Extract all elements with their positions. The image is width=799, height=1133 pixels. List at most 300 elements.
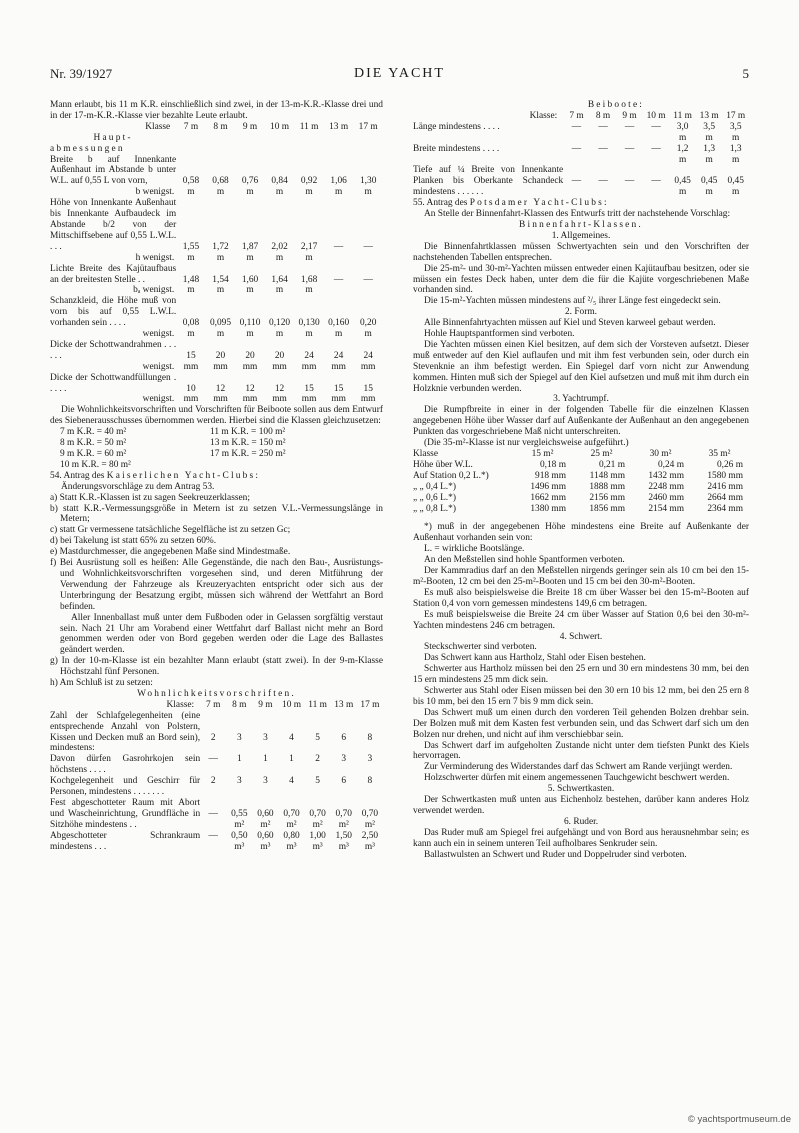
cell-unit (331, 787, 357, 798)
rumpf-header-class: 25 m² (590, 449, 613, 459)
cell-unit (590, 187, 617, 198)
cell-unit: m (187, 252, 195, 263)
cell-unit: m (364, 329, 372, 340)
paragraph: Hohle Hauptspantformen sind verboten. (424, 329, 575, 340)
equivalence-row (60, 449, 360, 460)
cell-unit (305, 787, 331, 798)
header-class: 9 m (242, 121, 258, 132)
table-row (413, 165, 749, 198)
section-1-body (413, 242, 749, 307)
cell-value: 15 (304, 383, 314, 394)
table-cell (265, 340, 295, 373)
cell-unit: mm (213, 394, 228, 405)
group-label-abmessungen: abmessungen (50, 143, 125, 154)
table-row (50, 831, 383, 853)
table-cell (324, 198, 354, 263)
table-row (50, 373, 383, 406)
cell-unit (278, 787, 304, 798)
rumpf-cell: 0,26 m (716, 459, 743, 470)
table-cell (331, 831, 357, 853)
table-cell (357, 831, 383, 853)
cell-unit: m (334, 187, 343, 198)
cell-value: 1,64 (271, 274, 288, 285)
table-cell (294, 373, 324, 406)
row-label-text: Dicke der Schottwandrahmen . . . . . . (50, 339, 177, 361)
cell-value: — (598, 176, 608, 187)
cell-value: 0,120 (269, 318, 291, 329)
cell-unit: m (275, 329, 284, 340)
cell-unit: mm (331, 394, 346, 405)
section-3-paragraph: Die Rumpfbreite in einer in der folgenden Tabelle für die einzelnen Klassen angegebenen Höhe über Wasser darf auf Außenkante der Außenhaut an den angegebenen Punkten das vorgeschriebene Maß nicht unterschreiten. (413, 405, 749, 438)
cell-value: 1,3 (729, 143, 742, 154)
rumpf-header-class: 15 m² (531, 449, 554, 459)
header-class: 7 m (183, 121, 199, 132)
cell-value: 1 (263, 754, 268, 765)
paragraph: Der Kammradius darf an den Meßstellen nirgends geringer sein als 10 cm bei den 15-m²-Booten, 12 cm bei den 25-m²-Booten und 15 cm bei den 30-m²-Booten. (413, 566, 749, 587)
table-cell (235, 340, 265, 373)
row-label-text: Lichte Breite des Kajütaufbaus an der breitesten Stelle . . (50, 263, 177, 285)
row-label-text: Kochgelegenheit und Geschirr für Personen, mindestens . . . . . . . (50, 776, 201, 798)
cell-value: 3 (341, 754, 347, 765)
cell-unit (331, 765, 357, 776)
cell-value: 3,5 (729, 121, 742, 132)
table-cell (226, 711, 252, 755)
cell-value: 6 (341, 732, 347, 743)
cell-value: 24 (363, 350, 373, 361)
table-cell (252, 831, 278, 853)
amendment-item: e) Mastdurchmesser, die angegebenen Maße sind Mindestmaße. (50, 547, 291, 558)
row-label (50, 340, 176, 373)
table-header-row (50, 122, 383, 133)
table-cell (643, 144, 670, 166)
table-cell (265, 296, 295, 340)
intro-paragraph: Mann erlaubt, bis 11 m K.R. einschließlich sind zwei, in der 13-m-K.R.-Klasse drei und in der 17-m-K.R.-Klasse vier bezahlte Leute erlaubt. (50, 100, 383, 121)
cell-unit (226, 787, 252, 798)
table-cell (235, 373, 265, 406)
cell-unit: m³ (338, 841, 349, 852)
row-label-sub: wenigst. (142, 394, 175, 405)
table-cell (305, 831, 331, 853)
cell-unit (305, 765, 331, 776)
watermark: © yachtsportmuseum.de (687, 1114, 791, 1125)
cell-value: 0,60 (257, 830, 274, 841)
cell-value: 12 (245, 383, 255, 394)
cell-unit (200, 842, 226, 853)
rumpf-cell: 1496 mm (530, 481, 566, 492)
cell-unit: mm (272, 361, 287, 372)
cell-value: 0,58 (182, 176, 200, 187)
header-class: 17 m (360, 699, 380, 710)
paragraph: Schwerter aus Stahl oder Eisen müssen bei den 30 ern 10 bis 12 mm, bei den 25 ern 8 bis 10 mm, bei den 15 ern 7 bis 9 mm dick sein. (413, 686, 749, 707)
rumpf-row (413, 460, 749, 471)
equivalence-cell: 13 m K.R. = 150 m² (210, 438, 286, 449)
antrag-55-number: 55. Antrag des (413, 198, 468, 209)
header-class: 17 m (726, 110, 746, 121)
equivalence-cell (210, 460, 360, 471)
cell-unit: m (246, 187, 254, 198)
amendment-list-continued (50, 656, 383, 689)
header-class: 10 m (646, 110, 666, 121)
cell-value: 3 (367, 754, 373, 765)
cell-unit: mm (183, 394, 199, 405)
cell-value: 1,60 (241, 274, 259, 285)
cell-unit: m² (312, 819, 323, 830)
cell-value: — (571, 121, 582, 132)
table-cell (235, 296, 265, 340)
cell-unit: mm (360, 394, 376, 405)
table-row (50, 264, 383, 297)
wohnlichkeit-table (50, 700, 383, 853)
table-cell (265, 264, 295, 297)
table-header-row (413, 111, 749, 122)
cell-unit (278, 743, 304, 754)
rumpf-cell: 2364 mm (707, 503, 743, 514)
cell-value: 0,130 (298, 318, 320, 329)
cell-value: 2,02 (271, 241, 288, 252)
header-class: 9 m (258, 699, 273, 710)
table-cell (294, 198, 324, 263)
table-cell (226, 831, 252, 853)
cell-unit: m (275, 252, 284, 263)
section-5-heading: 5. Schwertkasten. (547, 784, 615, 795)
cell-unit: m (275, 285, 284, 296)
antrag-55-club: Potsdamer Yacht-Clubs: (469, 198, 609, 209)
row-label (50, 754, 200, 776)
cell-unit: m (216, 285, 225, 296)
cell-unit (200, 820, 226, 831)
cell-unit (357, 765, 383, 776)
table-cell (200, 711, 226, 755)
rumpf-row-label: „ „ 0,8 L.*) (413, 503, 456, 514)
cell-value: — (624, 143, 635, 154)
cell-value: 3 (236, 776, 242, 787)
cell-unit (200, 743, 226, 754)
paragraph: Die 15-m²-Yachten müssen mindestens auf ²/₅ ihrer Länge fest eingedeckt sein. (424, 296, 721, 307)
cell-value: — (363, 241, 373, 252)
table-group-row (50, 133, 383, 144)
cell-unit: m (678, 132, 687, 143)
cell-unit: m² (364, 819, 375, 830)
cell-unit (324, 285, 354, 296)
cell-value: 1,72 (212, 241, 229, 252)
rumpf-cell: 1148 mm (589, 470, 625, 481)
row-label (50, 776, 200, 798)
table-cell (696, 165, 723, 198)
row-label-sub: wenigst. (142, 361, 175, 372)
table-cell (563, 122, 590, 144)
cell-unit: m (187, 329, 195, 340)
antrag-54-club: Kaiserlichen Yacht-Clubs: (106, 470, 261, 481)
table-cell (206, 264, 236, 297)
table-cell (235, 155, 265, 199)
table-cell (353, 296, 383, 340)
table-cell (294, 264, 324, 297)
table-cell (206, 198, 236, 263)
cell-value: 2,17 (300, 241, 318, 252)
amendment-item: d) bei Takelung ist statt 65% zu setzen 60%. (50, 536, 217, 547)
amendment-item: c) statt Gr vermessene tatsächliche Segelfläche ist zu setzen Gc; (50, 525, 291, 536)
cell-unit (643, 187, 670, 198)
cell-value: 20 (274, 350, 285, 361)
cell-value: 0,60 (257, 808, 274, 819)
table-cell (331, 754, 357, 776)
table-cell (200, 754, 226, 776)
cell-unit: mm (331, 361, 346, 372)
cell-unit (252, 743, 278, 754)
table-cell (357, 754, 383, 776)
cell-unit: m (678, 187, 687, 198)
row-label (413, 144, 563, 166)
equivalence-cell: 9 m K.R. = 60 m² (60, 449, 127, 459)
cell-unit: m³ (364, 841, 375, 852)
table-cell (294, 296, 324, 340)
rumpf-cell: 918 mm (535, 470, 566, 481)
header-class: 8 m (213, 121, 228, 132)
table-cell (357, 776, 383, 798)
equivalence-row (60, 438, 360, 449)
section-6-heading: 6. Ruder. (563, 816, 599, 827)
cell-value: — (208, 808, 218, 819)
table-cell (643, 122, 670, 144)
table-cell (200, 776, 226, 798)
cell-value: 0,45 (727, 176, 744, 187)
cell-value: 0,50 (231, 830, 248, 841)
section-4-body (413, 642, 749, 784)
rumpf-cell: 1380 mm (530, 503, 566, 514)
row-label-text: Zahl der Schlafgelegenheiten (eine entsprechende Anzahl von Polstern, Kissen und Decken muß an Bord sein), mindestens: (50, 710, 201, 754)
paragraph: Holzschwerter dürfen mit einem angemessenen Tauchgewicht beschwert werden. (424, 773, 730, 784)
cell-unit (226, 765, 252, 776)
cell-value: 4 (289, 776, 294, 787)
beiboote-table (413, 111, 749, 198)
row-label-text: Fest abgeschotteter Raum mit Abort und Wascheinrichtung, Grundfläche in Sitzhöhe mindestens . . (50, 798, 201, 830)
rumpf-cell: 1432 mm (648, 470, 684, 481)
rumpf-cell: 1662 mm (530, 492, 566, 503)
cell-value: 1,3 (703, 143, 715, 154)
row-label (50, 155, 176, 199)
table-cell (353, 340, 383, 373)
header-class: 10 m (270, 121, 290, 132)
cell-value: 10 (186, 383, 196, 394)
paragraph: Das Schwert darf im aufgeholten Zustande nicht unter dem tiefsten Punkt des Kiels hervorragen. (413, 740, 749, 762)
header-class: 8 m (232, 699, 247, 710)
table-cell (176, 373, 206, 406)
rumpf-cell: 2248 mm (648, 481, 684, 492)
cell-unit (357, 787, 383, 798)
table-cell (252, 776, 278, 798)
header-class: 11 m (308, 699, 327, 710)
cell-value: 2 (210, 732, 216, 743)
row-label-text: Dicke der Schottwandfüllungen . . . . . (50, 372, 177, 394)
cell-value: 15 (186, 350, 196, 361)
cell-value: 0,45 (700, 176, 718, 187)
table-cell (252, 754, 278, 776)
section-2-heading: 2. Form. (564, 307, 598, 318)
cell-value: — (651, 176, 661, 187)
rumpf-cell: 2154 mm (648, 503, 684, 514)
cell-value: — (208, 830, 218, 841)
cell-value: — (651, 121, 661, 132)
header-class: 13 m (699, 110, 719, 121)
cell-value: — (363, 274, 373, 285)
cell-unit (616, 155, 643, 166)
table-cell (305, 798, 331, 831)
cell-unit: m (275, 187, 284, 198)
cell-unit: m³ (234, 841, 245, 852)
equivalence-cell: 7 m K.R. = 40 m² (60, 427, 127, 438)
cell-unit: m (246, 285, 254, 296)
table-cell (616, 122, 643, 144)
antrag-54-number: 54. Antrag des (50, 470, 105, 481)
amendment-item: a) Statt K.R.-Klassen ist zu sagen Seekreuzerklassen; (50, 492, 250, 503)
table-cell (305, 776, 331, 798)
table-header-row (50, 700, 383, 711)
cell-value: 8 (367, 732, 373, 743)
row-label-text: Höhe von Innenkante Außenhaut bis Innenkante Aufbaudeck im Abstande b/2 von der Mittschiffsebene auf 0,55 L.W.L. . . . (50, 198, 177, 252)
row-label (413, 122, 563, 144)
rumpf-cell: 2416 mm (707, 481, 743, 492)
cell-unit: m (705, 154, 713, 165)
equivalence-cell: 8 m K.R. = 50 m² (60, 438, 127, 449)
cell-unit: mm (272, 394, 287, 405)
cell-value: 0,160 (328, 318, 350, 329)
cell-unit: m³ (260, 841, 271, 852)
cell-value: 0,70 (283, 808, 300, 819)
page-number: 5 (742, 66, 749, 81)
table-cell (278, 776, 304, 798)
cell-value: 3 (236, 732, 242, 743)
table-cell (324, 373, 354, 406)
table-cell (324, 264, 354, 297)
cell-value: — (651, 143, 661, 154)
rumpf-cell: 2156 mm (589, 492, 625, 503)
table-cell (357, 798, 383, 831)
table-row (50, 340, 383, 373)
row-label (50, 798, 200, 831)
header-class: 9 m (622, 110, 637, 121)
cell-value: 0,84 (271, 176, 288, 187)
rumpf-row-label: „ „ 0,4 L.*) (413, 481, 456, 492)
table-cell (278, 798, 304, 831)
rumpf-cell: 1580 mm (707, 470, 743, 481)
header-label: Klasse: (166, 699, 195, 710)
header-class: 11 m (673, 110, 692, 121)
section-4-heading: 4. Schwert. (559, 631, 603, 642)
paragraph: Alle Binnenfahrtyachten müssen auf Kiel und Steven karweel gebaut werden. (424, 318, 716, 329)
table-cell (176, 264, 206, 297)
table-cell (252, 798, 278, 831)
beiboote-title: Beiboote: (587, 100, 645, 110)
table-row (50, 198, 383, 263)
cell-unit (305, 743, 331, 754)
table-cell (669, 122, 696, 144)
cell-value: 1,00 (309, 830, 326, 841)
group-label-haupt: Haupt- (93, 132, 133, 143)
paragraph: Die Binnenfahrtklassen müssen Schwertyachten sein und den Vorschriften der nachstehenden Tabellen entsprechen. (413, 241, 749, 263)
paragraph: Es muß beispielsweise die Breite 24 cm über Wasser auf Station 0,6 bei den 30-m²-Yachten mindestens 246 cm betragen. (413, 609, 749, 631)
cell-unit (324, 253, 354, 264)
cell-value: 6 (341, 776, 347, 787)
antrag-55-heading (413, 198, 749, 209)
table-cell (265, 373, 295, 406)
footnote-breite: *) muß in der angegebenen Höhe mindestens eine Breite auf Außenkante der Außenhaut vorhanden sein von: (413, 522, 749, 544)
left-column (50, 100, 383, 853)
section-3-body (413, 555, 749, 631)
cell-value: 0,110 (239, 318, 261, 329)
cell-value: 5 (315, 732, 320, 743)
header-class: 10 m (282, 699, 302, 710)
cell-unit (590, 133, 617, 144)
cell-value: 1,87 (241, 241, 259, 252)
rumpf-cell: 1856 mm (589, 503, 625, 514)
cell-unit: m (705, 132, 713, 143)
cell-value: 3 (263, 732, 268, 743)
cell-value: 0,70 (361, 808, 379, 819)
table-cell (235, 198, 265, 263)
cell-value: 1 (289, 754, 294, 765)
section-3-note: (Die 35-m²-Klasse ist nur vergleichsweise aufgeführt.) (424, 438, 629, 449)
rumpf-cell: 2664 mm (707, 492, 743, 503)
table-cell (616, 144, 643, 166)
row-label-text: Schanzkleid, die Höhe muß von vorn bis auf 0,55 L.W.L. vorhanden sein . . . . (50, 296, 177, 329)
rumpf-row-label: Auf Station 0,2 L.*) (413, 470, 489, 481)
table-row (413, 122, 749, 144)
cell-unit: m (305, 252, 313, 263)
cell-unit (616, 187, 643, 198)
row-label (50, 264, 176, 297)
table-cell (305, 711, 331, 755)
amendment-list (50, 493, 383, 613)
rumpf-cell: 2460 mm (648, 492, 684, 503)
cell-value: — (208, 754, 218, 765)
cell-value: 0,45 (674, 176, 691, 187)
equivalence-row (60, 460, 360, 471)
table-cell (324, 340, 354, 373)
table-cell (200, 798, 226, 831)
table-cell (278, 711, 304, 755)
rumpf-row (413, 471, 749, 482)
table-row (50, 296, 383, 340)
row-label-text: Breite b auf Innenkante Außenhaut im Abstande b unter W.L. auf 0,55 L von vorn, (50, 154, 177, 187)
cell-unit: mm (242, 394, 258, 405)
table-cell (722, 122, 749, 144)
table-cell (331, 798, 357, 831)
cell-unit (563, 133, 590, 144)
row-label (413, 165, 563, 198)
rumpf-row-label: Höhe über W.L. (413, 459, 473, 470)
row-label (50, 296, 176, 340)
cell-unit: m (364, 187, 372, 198)
section-3-heading: 3. Yachtrumpf. (553, 394, 609, 405)
section-2-body (413, 318, 749, 394)
cell-unit (563, 187, 590, 198)
cell-value: 1,68 (300, 274, 318, 285)
paragraph: An den Meßstellen sind hohle Spantformen verboten. (424, 555, 625, 566)
cell-unit (563, 155, 590, 166)
paragraph: Die 25-m²- und 30-m²-Yachten müssen entweder einen Kajütaufbau besitzen, oder sie müssen ein festes Deck haben, unter dem die für die Kajüte vorgeschriebenen Maße vorhanden sind. (413, 263, 749, 296)
cell-value: — (624, 176, 635, 187)
cell-unit (357, 743, 383, 754)
cell-value: — (598, 121, 608, 132)
cell-value: 2 (210, 776, 216, 787)
table-row (50, 754, 383, 776)
header-class: 7 m (569, 110, 584, 121)
cell-unit: m (305, 285, 313, 296)
wohnlichkeit-paragraph: Die Wohnlichkeitsvorschriften und Vorschriften für Beiboote sollen aus dem Entwurf des Siebenerausschusses übernommen werden. Hierbei sind die Klassen gleichzusetzen: (50, 405, 383, 427)
header-class: 7 m (206, 699, 221, 710)
row-label (50, 711, 200, 755)
cell-unit (331, 743, 357, 754)
